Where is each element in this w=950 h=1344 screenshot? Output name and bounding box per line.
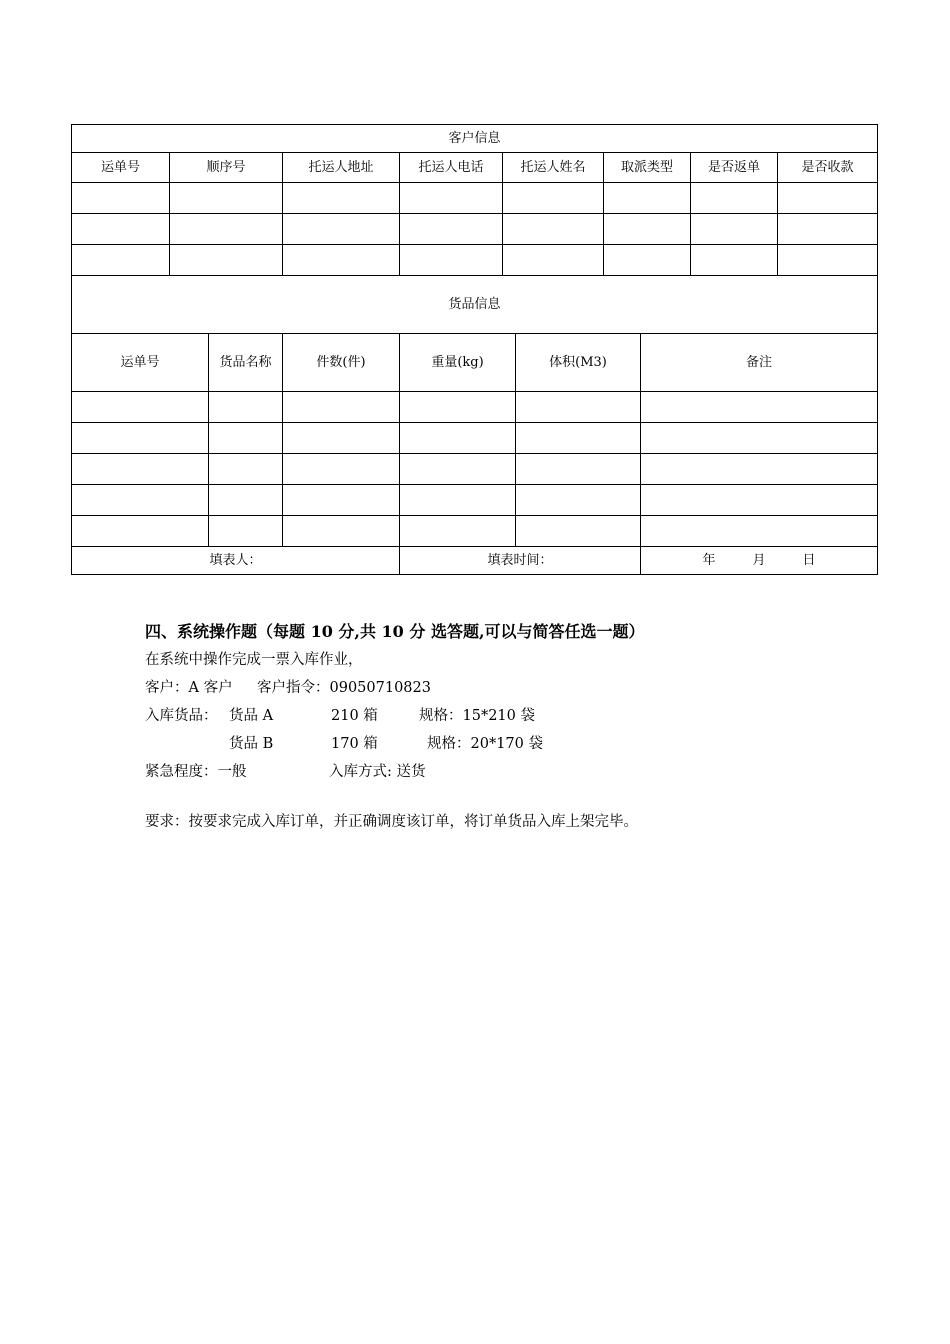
blank-cell[interactable] <box>503 183 604 214</box>
waybill-form-table <box>71 124 878 575</box>
blank-cell[interactable] <box>516 423 641 454</box>
blank-cell[interactable] <box>400 485 516 516</box>
goods-b-qty: 170 箱 <box>331 736 378 752</box>
goods-info-heading: 货品信息 <box>72 276 878 334</box>
blank-cell[interactable] <box>778 214 878 245</box>
blank-cell[interactable] <box>400 454 516 485</box>
blank-cell[interactable] <box>516 392 641 423</box>
customer-info-heading: 客户信息 <box>72 125 878 153</box>
urgency-text: 紧急程度：一般 <box>145 764 247 780</box>
blank-cell[interactable] <box>641 454 878 485</box>
blank-cell[interactable] <box>72 214 170 245</box>
goods-blank-row <box>72 392 878 423</box>
col-goods-waybill-no: 运单号 <box>72 334 209 392</box>
filler-field[interactable]: 填表人： <box>72 547 400 575</box>
blank-cell[interactable] <box>72 392 209 423</box>
col-shipper-phone: 托运人电话 <box>400 153 503 183</box>
blank-cell[interactable] <box>516 516 641 547</box>
goods-blank-row <box>72 485 878 516</box>
blank-cell[interactable] <box>778 245 878 276</box>
year-label: 年 <box>702 552 716 568</box>
blank-cell[interactable] <box>209 454 283 485</box>
requirement-text: 要求：按要求完成入库订单，并正确调度该订单，将订单货品入库上架完毕。 <box>145 814 638 830</box>
blank-cell[interactable] <box>400 516 516 547</box>
goods-line-b <box>145 730 865 758</box>
month-label: 月 <box>752 552 766 568</box>
blank-cell[interactable] <box>72 454 209 485</box>
blank-cell[interactable] <box>641 516 878 547</box>
customer-blank-row <box>72 183 878 214</box>
blank-cell[interactable] <box>400 183 503 214</box>
blank-cell[interactable] <box>209 423 283 454</box>
blank-cell[interactable] <box>72 245 170 276</box>
day-label: 日 <box>802 552 816 568</box>
blank-cell[interactable] <box>516 485 641 516</box>
col-remarks: 备注 <box>641 334 878 392</box>
blank-cell[interactable] <box>400 214 503 245</box>
blank-cell[interactable] <box>209 392 283 423</box>
blank-cell[interactable] <box>604 245 691 276</box>
blank-cell[interactable] <box>72 423 209 454</box>
blank-cell[interactable] <box>72 183 170 214</box>
blank-cell[interactable] <box>400 423 516 454</box>
col-return-receipt: 是否返单 <box>691 153 778 183</box>
blank-cell[interactable] <box>170 245 283 276</box>
blank-cell[interactable] <box>170 183 283 214</box>
blank-cell[interactable] <box>503 245 604 276</box>
blank-cell[interactable] <box>283 214 400 245</box>
blank-cell[interactable] <box>72 516 209 547</box>
blank-cell[interactable] <box>283 454 400 485</box>
col-shipper-name: 托运人姓名 <box>503 153 604 183</box>
blank-cell[interactable] <box>283 485 400 516</box>
system-operation-section <box>145 618 865 836</box>
col-shipper-address: 托运人地址 <box>283 153 400 183</box>
goods-blank-row <box>72 423 878 454</box>
goods-b-spec: 规格：20*170 袋 <box>427 736 543 752</box>
fill-time-field[interactable]: 填表时间： <box>400 547 641 575</box>
blank-cell[interactable] <box>691 214 778 245</box>
blank-cell[interactable] <box>400 245 503 276</box>
blank-cell[interactable] <box>170 214 283 245</box>
blank-cell[interactable] <box>209 485 283 516</box>
blank-cell[interactable] <box>283 516 400 547</box>
blank-cell[interactable] <box>691 183 778 214</box>
urgency-line <box>145 758 865 786</box>
blank-cell[interactable] <box>72 485 209 516</box>
goods-line-a <box>145 702 865 730</box>
customer-blank-row <box>72 245 878 276</box>
instruction-label: 客户指令：09050710823 <box>257 680 431 696</box>
col-piece-count: 件数(件) <box>283 334 400 392</box>
goods-b-name: 货品 B <box>229 736 274 752</box>
blank-cell[interactable] <box>691 245 778 276</box>
blank-cell[interactable] <box>209 516 283 547</box>
goods-blank-row <box>72 516 878 547</box>
fill-date-field[interactable] <box>641 547 878 575</box>
blank-cell[interactable] <box>641 423 878 454</box>
goods-a-qty: 210 箱 <box>331 708 378 724</box>
blank-cell[interactable] <box>604 214 691 245</box>
blank-cell[interactable] <box>641 485 878 516</box>
col-volume: 体积(M3) <box>516 334 641 392</box>
blank-cell[interactable] <box>283 423 400 454</box>
blank-cell[interactable] <box>503 214 604 245</box>
blank-cell[interactable] <box>516 454 641 485</box>
col-goods-name: 货品名称 <box>209 334 283 392</box>
blank-cell[interactable] <box>400 392 516 423</box>
goods-blank-row <box>72 454 878 485</box>
goods-label: 入库货品： <box>145 708 218 724</box>
col-weight: 重量(kg) <box>400 334 516 392</box>
col-waybill-no: 运单号 <box>72 153 170 183</box>
col-sequence-no: 顺序号 <box>170 153 283 183</box>
section-title: 四、系统操作题（每题 10 分,共 10 分 选答题,可以与简答任选一题） <box>145 622 645 641</box>
blank-cell[interactable] <box>641 392 878 423</box>
blank-cell[interactable] <box>604 183 691 214</box>
customer-label: 客户：A 客户 <box>145 680 233 696</box>
inbound-method-text: 入库方式: 送货 <box>329 764 426 780</box>
col-pickup-type: 取派类型 <box>604 153 691 183</box>
goods-a-spec: 规格：15*210 袋 <box>419 708 535 724</box>
goods-a-name: 货品 A <box>229 708 274 724</box>
customer-line <box>145 674 865 702</box>
blank-cell[interactable] <box>283 245 400 276</box>
blank-cell[interactable] <box>283 392 400 423</box>
blank-cell[interactable] <box>778 183 878 214</box>
col-payment-collected: 是否收款 <box>778 153 878 183</box>
customer-blank-row <box>72 214 878 245</box>
blank-cell[interactable] <box>283 183 400 214</box>
intro-text: 在系统中操作完成一票入库作业， <box>145 652 363 668</box>
